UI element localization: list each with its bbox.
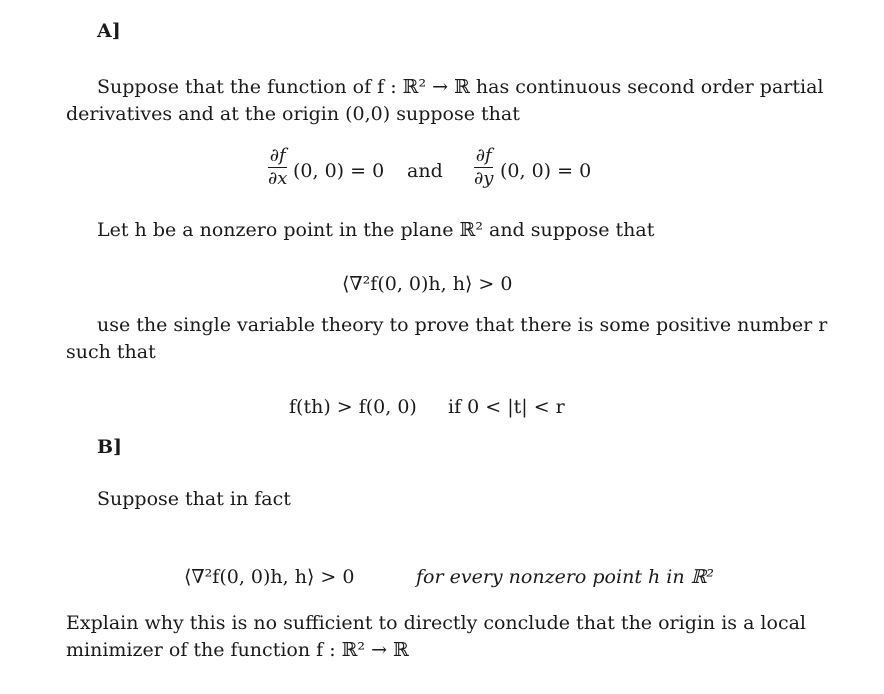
part-b-condition: for every nonzero point h in ℝ² [416,566,715,588]
part-a-hessian-inequality: ⟨∇²f(0, 0)h, h⟩ > 0 [342,273,513,295]
eq1-connector: and [407,160,443,182]
part-a-intro-line2: derivatives and at the origin (0,0) suppose that [66,103,520,125]
part-b-hessian-inequality: ⟨∇²f(0, 0)h, h⟩ > 0 [184,566,355,588]
part-b-explain-line1: Explain why this is no sufficient to directly conclude that the origin is a local [66,612,806,634]
part-a-label: A] [97,20,121,42]
part-a-conclusion-left: f(th) > f(0, 0) [289,396,417,418]
part-b-intro: Suppose that in fact [97,488,291,510]
partial-fy-numerator: ∂f [475,145,492,166]
part-a-conclusion-right: if 0 < |t| < r [448,396,565,418]
part-b-label: B] [97,436,123,458]
partial-fx-fraction [268,147,287,188]
part-a-intro-line1: Suppose that the function of f : ℝ² → ℝ has continuous second order partial [97,76,824,98]
eq1-value1: (0, 0) = 0 [293,160,385,182]
part-b-explain-line2: minimizer of the function f : ℝ² → ℝ [66,639,409,661]
part-a-use-line2: such that [66,341,156,363]
partial-fy-denominator: ∂y [474,168,494,190]
eq1-value2: (0, 0) = 0 [500,160,592,182]
partial-fx-denominator: ∂x [268,168,288,190]
partial-fx-numerator: ∂f [269,145,286,166]
part-a-let-line: Let h be a nonzero point in the plane ℝ² and suppose that [97,219,655,241]
part-a-use-line1: use the single variable theory to prove that there is some positive number r [97,314,828,336]
partial-fy-fraction [474,147,493,188]
